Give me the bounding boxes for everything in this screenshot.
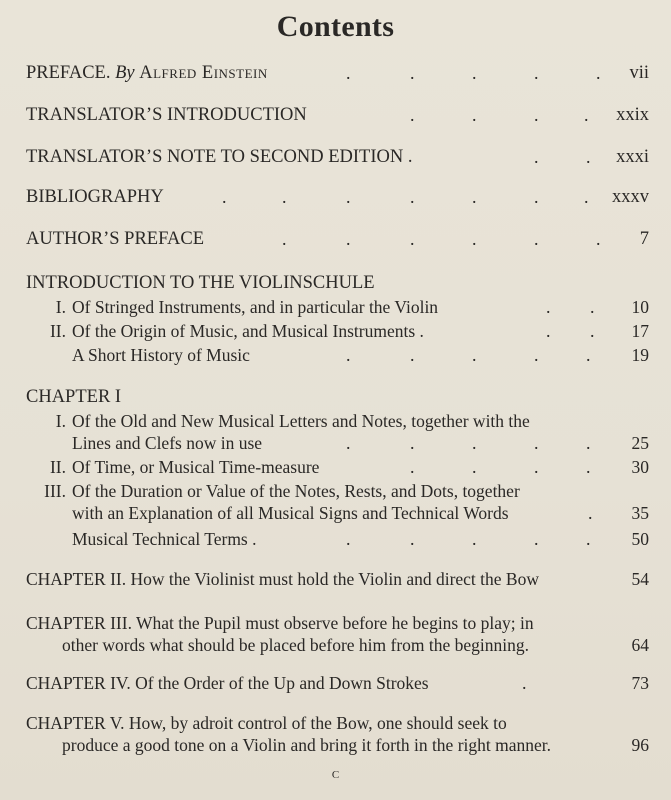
toc-entry-ch1-2: II. Of Time, or Musical Time-measure . . . . 30	[26, 456, 649, 478]
entry-page: vii	[629, 63, 649, 83]
entry-number: II.	[49, 457, 66, 477]
entry-label: PREFACE.	[26, 63, 111, 83]
entry-label: TRANSLATOR’S INTRODUCTION	[26, 105, 307, 125]
toc-entry-bibliography: BIBLIOGRAPHY . . . . . . . xxxv	[26, 187, 649, 207]
toc-entry-ch1-3: III. Of the Duration or Value of the Notes, Rests, and Dots, together with an Explanation of all Musical Signs and Technical Words . 35	[26, 480, 649, 524]
toc-entry-chapter-5	[26, 712, 649, 756]
entry-page: 64	[631, 635, 649, 655]
toc-entry-preface: PREFACE. By Alfred Einstein . . . . . vii	[26, 63, 649, 83]
entry-label-continued: produce a good tone on a Violin and bring it forth in the right manner.	[62, 735, 552, 755]
entry-label: CHAPTER II. How the Violinist must hold the Violin and direct the Bow	[26, 569, 539, 589]
entry-page: 96	[631, 735, 649, 755]
entry-label: AUTHOR’S PREFACE	[26, 229, 204, 249]
entry-label: CHAPTER V. How, by adroit control of the Bow, one should seek to	[26, 713, 507, 733]
toc-entry-intro-1: I. Of Stringed Instruments, and in particular the Violin . . 10	[26, 296, 649, 318]
entry-number: I.	[55, 411, 66, 431]
entry-label: Of Stringed Instruments, and in particular the Violin	[72, 297, 439, 317]
entry-page: 25	[631, 433, 649, 453]
section-heading: CHAPTER I	[26, 387, 122, 407]
entry-page: 10	[631, 297, 649, 317]
toc-entry-short-history: A Short History of Music . . . . . 19	[72, 345, 649, 365]
page-signature: c	[331, 766, 340, 782]
entry-page: 50	[631, 529, 649, 549]
entry-page: 30	[631, 457, 649, 477]
entry-page: 73	[631, 673, 649, 693]
entry-page: 7	[639, 229, 649, 249]
toc-entry-chapter-2	[26, 568, 649, 590]
entry-label: A Short History of Music	[72, 345, 250, 365]
entry-page: xxix	[616, 105, 649, 125]
entry-label-continued: other words what should be placed before him from the beginning.	[62, 635, 530, 655]
entry-page: 17	[631, 321, 649, 341]
entry-label: TRANSLATOR’S NOTE TO SECOND EDITION .	[26, 147, 413, 167]
entry-page: xxxv	[612, 187, 649, 207]
entry-number: I.	[55, 297, 66, 317]
entry-page: 54	[631, 569, 649, 589]
entry-page: 19	[631, 345, 649, 365]
toc-entry-chapter-4: CHAPTER IV. Of the Order of the Up and Down Strokes . 73	[26, 673, 649, 693]
entry-by: By	[115, 63, 135, 83]
toc-entry-authors-preface: AUTHOR’S PREFACE . . . . . . 7	[26, 229, 649, 249]
entry-label: Of Time, or Musical Time-measure	[72, 457, 320, 477]
entry-label-continued: Lines and Clefs now in use	[72, 433, 263, 453]
entry-author: Alfred Einstein	[139, 63, 268, 83]
entry-page: xxxi	[616, 147, 649, 167]
section-heading: INTRODUCTION TO THE VIOLINSCHULE	[26, 273, 375, 293]
entry-label: Of the Origin of Music, and Musical Instruments .	[72, 321, 424, 341]
entry-number: II.	[49, 321, 66, 341]
toc-entry-intro-2: II. Of the Origin of Music, and Musical Instruments . . . 17	[26, 320, 649, 342]
toc-entry-translators-note: TRANSLATOR’S NOTE TO SECOND EDITION . . . xxxi	[26, 147, 649, 167]
toc-section-chapter-1	[26, 386, 649, 408]
toc-entry-technical-terms: Musical Technical Terms . . . . . . 50	[72, 529, 649, 549]
page-title: Contents	[276, 10, 395, 43]
toc-entry-ch1-1: I. Of the Old and New Musical Letters and Notes, together with the Lines and Clefs now in use . . . . . 25	[26, 410, 649, 454]
entry-label: Of the Duration or Value of the Notes, Rests, and Dots, together	[72, 481, 520, 501]
entry-label: BIBLIOGRAPHY	[26, 187, 164, 207]
entry-label-continued: with an Explanation of all Musical Signs and Technical Words	[72, 503, 509, 523]
entry-label: CHAPTER III. What the Pupil must observe before he begins to play; in	[26, 613, 534, 633]
toc-entry-chapter-3	[26, 612, 649, 656]
entry-label: Of the Old and New Musical Letters and Notes, together with the	[72, 411, 530, 431]
toc-entry-translators-introduction: TRANSLATOR’S INTRODUCTION . . . . xxix	[26, 105, 649, 125]
entry-label: Musical Technical Terms .	[72, 529, 257, 549]
entry-page: 35	[631, 503, 649, 523]
entry-number: III.	[44, 481, 66, 501]
entry-label: CHAPTER IV. Of the Order of the Up and Down Strokes	[26, 673, 429, 693]
toc-section-introduction	[26, 272, 649, 294]
